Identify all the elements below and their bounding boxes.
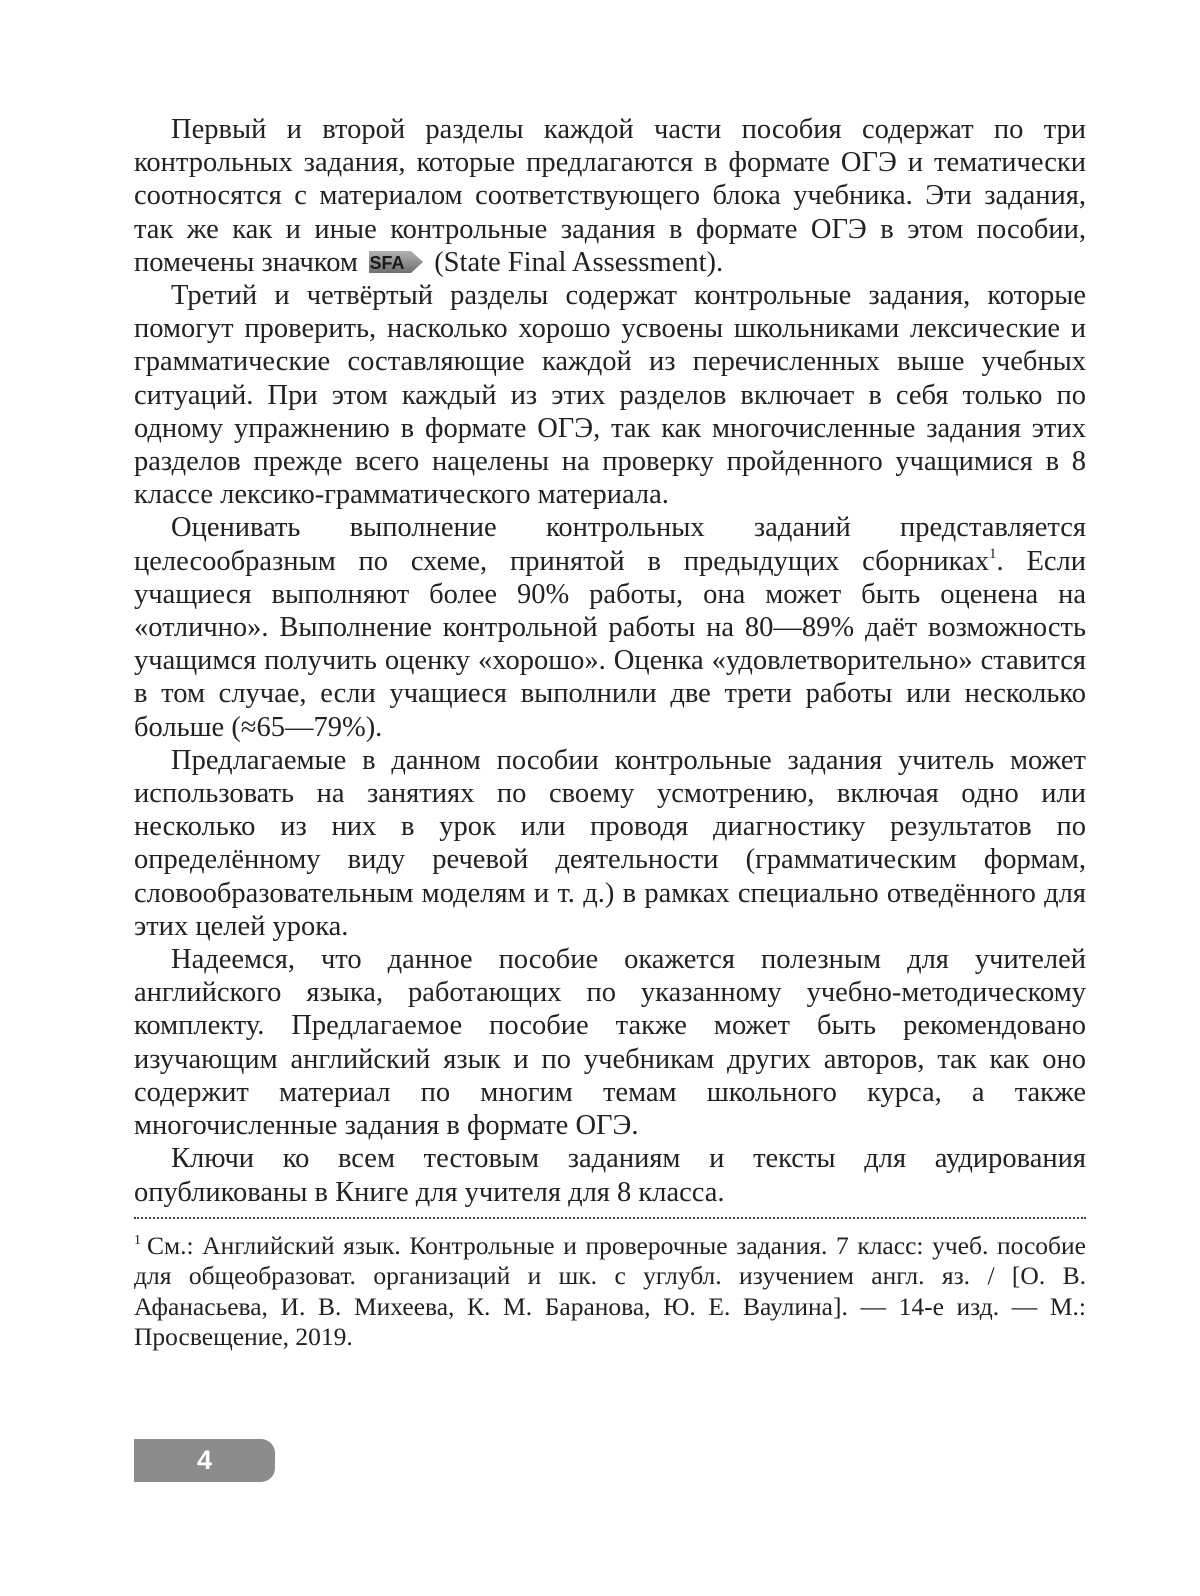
footnote-divider	[134, 1217, 1086, 1219]
paragraph-3	[134, 511, 1086, 743]
sfa-arrow-icon	[367, 247, 425, 277]
paragraph-2: Третий и четвёртый разделы содержат контрольные задания, которые помогут проверить, насколько хорошо усвоены школьниками лексические и грамматические составляющие каждой из перечисленных выше учебных ситуаций. При этом каждый из этих разделов включает в себя только по одному упражнению в формате ОГЭ, так как многочисленные задания этих разделов прежде всего нацелены на проверку пройденного учащимися в 8 классе лексико-грамматического материала.	[134, 280, 1086, 511]
footnote	[134, 1231, 1086, 1353]
page-number-tab	[134, 1439, 275, 1482]
footnote-marker: 1	[134, 1232, 141, 1248]
paragraph-3-text: Оценивать выполнение контрольных заданий представляется целесообразным по схеме, принятой в предыдущих сборниках	[134, 512, 1086, 577]
paragraph-1-tail: (State Final Assessment).	[434, 246, 724, 278]
page-body	[134, 113, 1086, 1378]
paragraph-4: Предлагаемые в данном пособии контрольные задания учитель может использовать на занятиях по своему усмотрению, включая одно или несколько из них в урок или проводя диагностику результатов по определённому виду речевой деятельности (грамматическим формам, словообразовательным моделям и т. д.) в рамках специально отведённого для этих целей урока.	[134, 744, 1086, 942]
sfa-badge-label: SFA	[369, 252, 405, 273]
paragraph-1-text: Первый и второй разделы каждой части пособия содержат по три контрольных задания, которые предлагаются в формате ОГЭ и тематически соотносятся с материалом соответствующего блока учебника. Эти задания, так же как и иные контрольные задания в формате ОГЭ в этом пособии, помечены значком	[134, 114, 1086, 278]
page-number: 4	[196, 1445, 213, 1475]
paragraph-3-tail: . Если учащиеся выполняют более 90% работы, она может быть оценена на «отлично». Выполнение контрольной работы на 80—89% даёт возможность учащимся получить оценку «хорошо». Оценка «удовлетворительно» ставится в том случае, если учащиеся выполнили две трети работы или несколько больше (≈65—79%).	[134, 545, 1086, 743]
paragraph-5: Надеемся, что данное пособие окажется полезным для учителей английского языка, работающих по указанному учебно-методическому комплекту. Предлагаемое пособие также может быть рекомендовано изучающим английский язык и по учебникам других авторов, так как оно содержит материал по многим темам школьного курса, а также многочисленные задания в формате ОГЭ.	[134, 944, 1086, 1142]
paragraph-6: Ключи ко всем тестовым заданиям и тексты для аудирования опубликованы в Книге для учителя для 8 класса.	[134, 1143, 1086, 1208]
footnote-text: См.: Английский язык. Контрольные и проверочные задания. 7 класс: учеб. пособие для общеобразоват. организаций и шк. с углубл. изучением англ. яз. / [О. В. Афанасьева, И. В. Михеева, К. М. Баранова, Ю. Е. Ваулина]. — 14-е изд. — М.: Просвещение, 2019.	[134, 1230, 1086, 1352]
paragraph-1	[134, 113, 1086, 279]
footnote-reference: 1	[989, 545, 997, 562]
